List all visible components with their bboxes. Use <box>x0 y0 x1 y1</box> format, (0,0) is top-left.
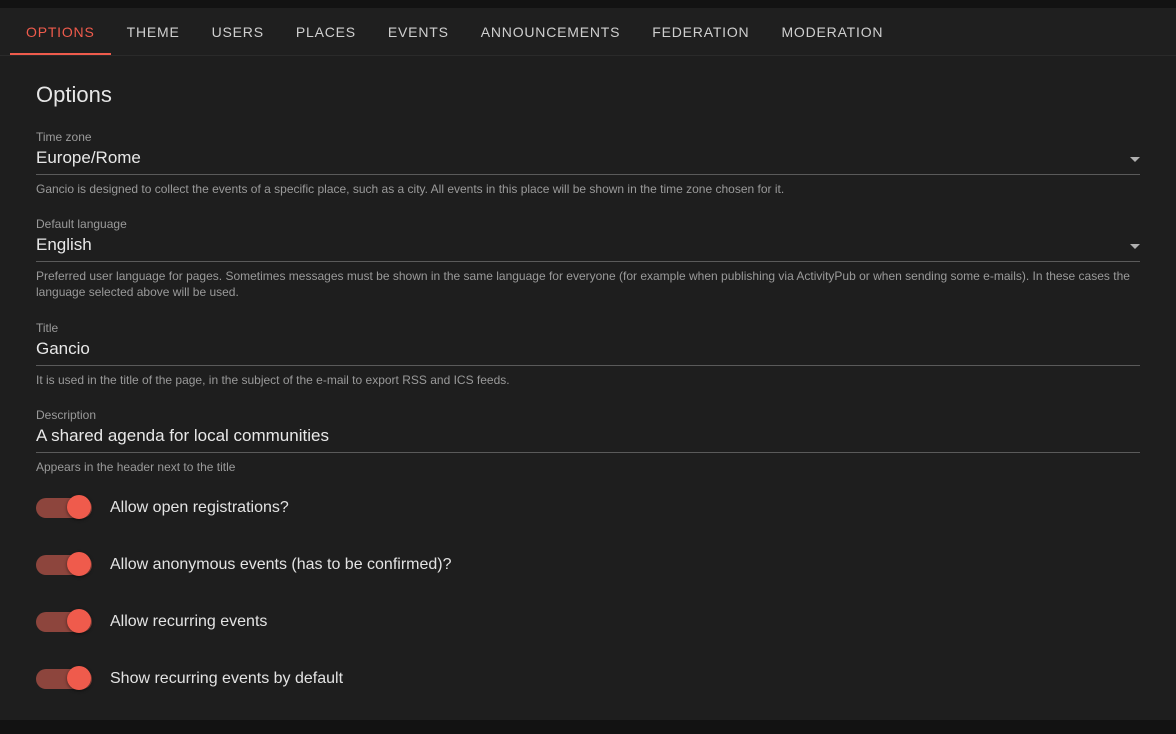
window-top-bar <box>0 0 1176 8</box>
chevron-down-icon[interactable] <box>1130 244 1140 249</box>
timezone-select[interactable] <box>36 146 1140 175</box>
timezone-value[interactable] <box>36 148 1122 168</box>
open-registrations-label: Allow open registrations? <box>110 498 289 516</box>
title-hint: It is used in the title of the page, in the subject of the e-mail to export RSS and ICS feeds. <box>36 372 510 387</box>
language-hint: Preferred user language for pages. Sometimes messages must be shown in the same language for everyone (for example when publishing via ActivityPub or when sending some e-mails). In these cases the language selected above will be used. <box>36 269 1130 300</box>
tab-places[interactable] <box>280 8 372 55</box>
timezone-field <box>36 130 1140 175</box>
tab-users-label: USERS <box>211 23 264 40</box>
anonymous-events-switch[interactable] <box>36 552 92 578</box>
toggle-row-recurring-events[interactable] <box>36 609 1140 635</box>
description-input-wrap[interactable] <box>36 424 1140 453</box>
toggle-row-show-recurring-default[interactable] <box>36 666 1140 692</box>
switch-thumb <box>67 552 91 576</box>
settings-content <box>0 56 1176 721</box>
recurring-events-label: Allow recurring events <box>110 612 268 630</box>
language-field <box>36 217 1140 262</box>
window-bottom-bar <box>0 720 1176 734</box>
language-value[interactable] <box>36 235 1122 255</box>
description-field <box>36 408 1140 453</box>
title-label: Title <box>36 320 59 335</box>
language-label: Default language <box>36 217 127 232</box>
description-label: Description <box>36 407 97 422</box>
tab-announcements-label: ANNOUNCEMENTS <box>480 23 621 40</box>
tab-theme-label: THEME <box>126 23 180 40</box>
tab-federation[interactable] <box>636 8 765 55</box>
title-field <box>36 321 1140 366</box>
timezone-hint: Gancio is designed to collect the events of a specific place, such as a city. All events in this place will be shown in the time zone chosen for it. <box>36 182 785 196</box>
tab-federation-label: FEDERATION <box>652 23 750 40</box>
tab-places-label: PLACES <box>295 23 356 40</box>
description-input[interactable] <box>36 426 1140 446</box>
tab-announcements[interactable] <box>465 8 637 55</box>
switch-thumb <box>67 495 91 519</box>
tab-moderation[interactable] <box>765 8 899 55</box>
tab-moderation-label: MODERATION <box>781 23 884 40</box>
tab-users[interactable] <box>196 8 280 55</box>
tab-options-label: OPTIONS <box>26 23 95 40</box>
tab-events[interactable] <box>372 8 465 55</box>
open-registrations-switch[interactable] <box>36 495 92 521</box>
show-recurring-default-label: Show recurring events by default <box>110 669 344 687</box>
switch-thumb <box>67 609 91 633</box>
language-select[interactable] <box>36 233 1140 262</box>
toggle-row-open-registrations[interactable] <box>36 495 1140 521</box>
timezone-label: Time zone <box>36 130 92 144</box>
title-input-wrap[interactable] <box>36 337 1140 366</box>
chevron-down-icon[interactable] <box>1130 157 1140 162</box>
tab-theme[interactable] <box>111 8 196 55</box>
show-recurring-default-switch[interactable] <box>36 666 92 692</box>
anonymous-events-label: Allow anonymous events (has to be confirmed)? <box>110 555 452 573</box>
switch-thumb <box>67 666 91 690</box>
page-title: Options <box>36 82 112 107</box>
recurring-events-switch[interactable] <box>36 609 92 635</box>
tab-options[interactable] <box>10 8 111 55</box>
title-input[interactable] <box>36 339 1140 359</box>
admin-tabs[interactable] <box>0 8 1176 56</box>
toggle-row-anonymous-events[interactable] <box>36 552 1140 578</box>
tab-events-label: EVENTS <box>387 23 449 40</box>
description-hint: Appears in the header next to the title <box>36 459 236 474</box>
